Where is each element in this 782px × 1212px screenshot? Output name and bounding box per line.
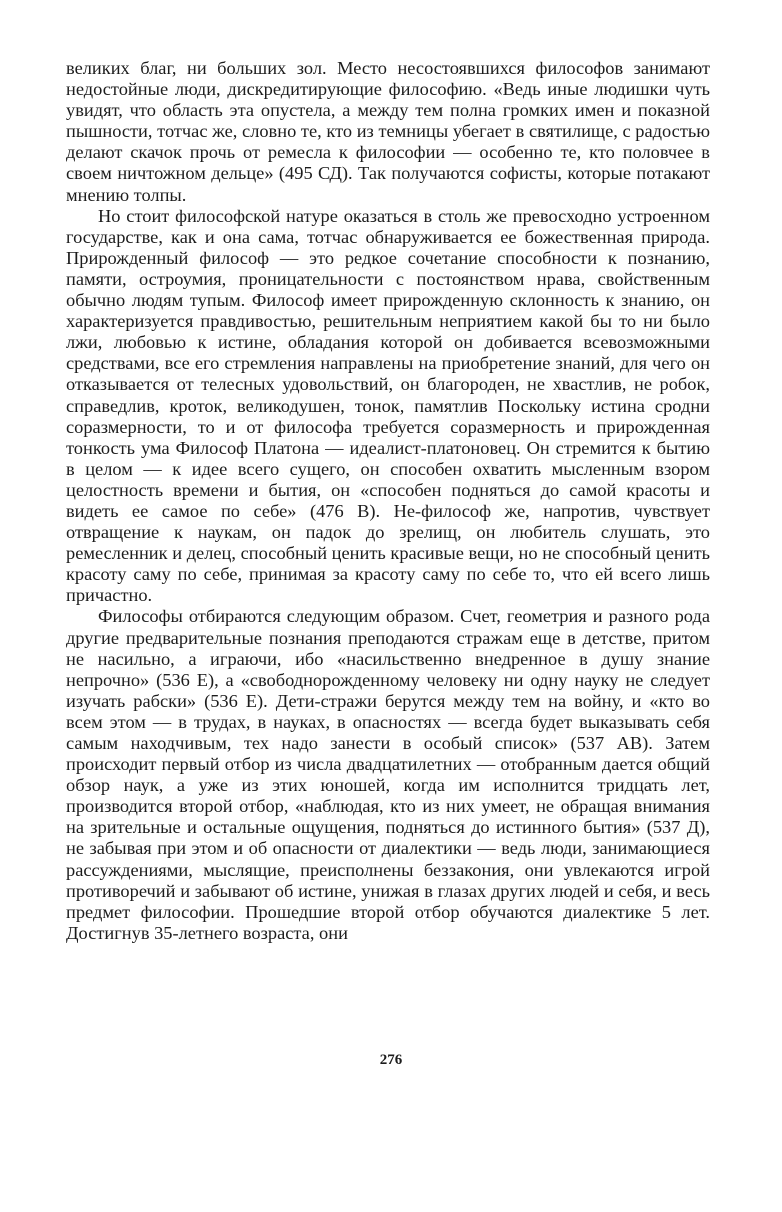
- paragraph-2: Но стоит философской натуре оказаться в столь же превосходно устроенном государстве, как и она сама, тотчас обнаруживается ее божественная природа. Прирожденный философ — это редкое сочетание способности к познанию, памяти, остроумия, проницательности с постоянством нрава, свойственным обычно людям тупым. Философ имеет прирожденную склонность к знанию, он характеризуется правдивостью, решительным неприятием какой бы то ни было лжи, любовью к истине, обладания которой он добивается всевозможными средствами, все его стремления направлены на приобретение знаний, для чего он отказывается от телесных удовольствий, он благороден, не хвастлив, не робок, справедлив, кроток, великодушен, тонок, памятлив Поскольку истина сродни соразмерности, то и от философа требуется соразмерность и прирожденная тонкость ума Философ Платона — идеалист-платоновец. Он стремится к бытию в целом — к идее всего сущего, он способен охватить мысленным взором целостность времени и бытия, он «способен подняться до самой красоты и видеть ее самое по себе» (476 В). Не-философ же, напротив, чувствует отвращение к наукам, он падок до зрелищ, он любитель слушать, это ремесленник и делец, способный ценить красивые вещи, но не способный ценить красоту саму по себе, принимая за красоту саму по себе то, что ей всего лишь причастно.: [66, 205, 710, 606]
- paragraph-1: великих благ, ни больших зол. Место несостоявшихся философов занимают недостойные люди, дискредитирующие философию. «Ведь иные людишки чуть увидят, что область эта опустела, а между тем полна громких имен и показной пышности, тотчас же, словно те, кто из темницы убегает в святилище, с радостью делают скачок прочь от ремесла к философии — особенно те, кто половчее в своем ничтожном дельце» (495 СД). Так получаются софисты, которые потакают мнению толпы.: [66, 58, 710, 205]
- page-body: [66, 58, 710, 944]
- paragraph-3: Философы отбираются следующим образом. Счет, геометрия и разного рода другие предварительные познания преподаются стражам еще в детстве, притом не насильно, а играючи, ибо «насильственно внедренное в душу знание непрочно» (536 Е), а «свободнорожденному человеку ни одну науку не следует изучать рабски» (536 Е). Дети-стражи берутся между тем на войну, и «кто во всем этом — в трудах, в науках, в опасностях — всегда будет выказывать себя самым находчивым, тех надо занести в особый список» (537 АВ). Затем происходит первый отбор из числа двадцатилетних — отобранным дается общий обзор наук, а уже из этих юношей, когда им исполнится тридцать лет, производится второй отбор, «наблюдая, кто из них умеет, не обращая внимания на зрительные и остальные ощущения, подняться до истинного бытия» (537 Д), не забывая при этом и об опасности от диалектики — ведь люди, занимающиеся рассуждениями, мыслящие, преисполнены беззакония, они увлекаются игрой противоречий и забывают об истине, унижая в глазах других людей и себя, и весь предмет философии. Прошедшие второй отбор обучаются диалектике 5 лет. Достигнув 35-летнего возраста, они: [66, 606, 710, 943]
- page-number: 276: [379, 1052, 403, 1068]
